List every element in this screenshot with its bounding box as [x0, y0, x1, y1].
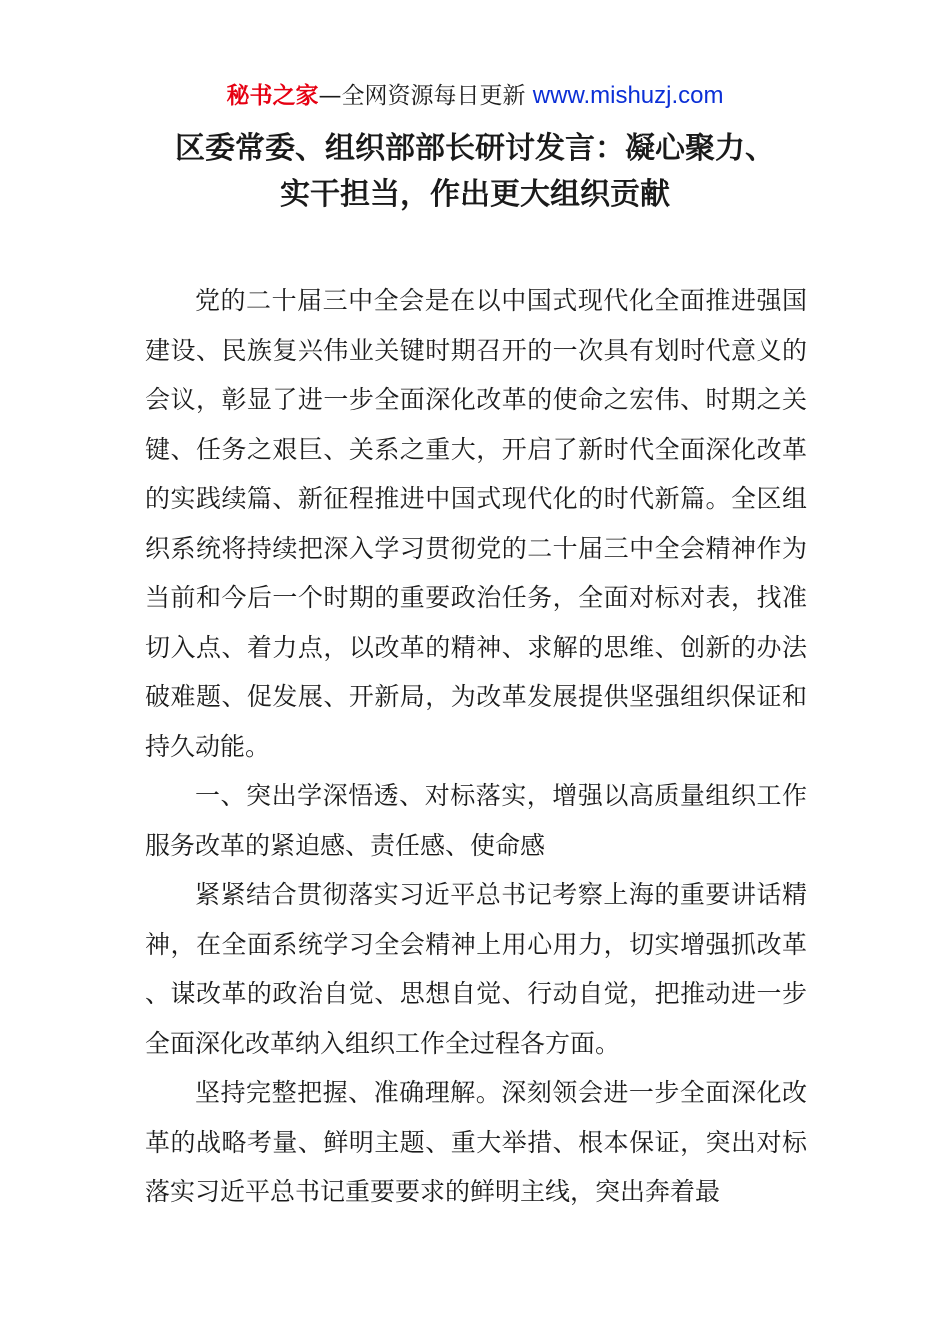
paragraph-intro: 党的二十届三中全会是在以中国式现代化全面推进强国建设、民族复兴伟业关键时期召开的一次具有划时代意义的会议，彰显了进一步全面深化改革的使命之宏伟、时期之关键、任务之艰巨、关系之重大，开启了新时代全面深化改革的实践续篇、新征程推进中国式现代化的时代新篇。全区组织系统将持续把深入学习贯彻党的二十届三中全会精神作为当前和今后一个时期的重要政治任务，全面对标对表，找准切入点、着力点，以改革的精神、求解的思维、创新的办法破难题、促发展、开新局，为改革发展提供坚强组织保证和持久动能。 — [145, 286, 807, 761]
brand-name: 秘书之家 — [226, 83, 319, 109]
paragraph-section-1: 紧紧结合贯彻落实习近平总书记考察上海的重要讲话精神，在全面系统学习全会精神上用心用力，切实增强抓改革、谋改革的政治自觉、思想自觉、行动自觉，把推动进一步全面深化改革纳入组织工作全过程各方面。 — [145, 880, 807, 1058]
title-line-2: 实干担当，作出更大组织贡献 — [280, 177, 670, 212]
site-header — [0, 80, 950, 112]
paragraph-section-1-point-1: 坚持完整把握、准确理解。深刻领会进一步全面深化改革的战略考量、鲜明主题、重大举措、根本保证，突出对标落实习近平总书记重要要求的鲜明主线，突出奔着最 — [145, 1078, 807, 1206]
header-tagline: —全网资源每日更新 — [318, 83, 533, 109]
site-url-link[interactable]: www.mishuzj.com — [532, 82, 724, 109]
section-heading-1: 一、突出学深悟透、对标落实，增强以高质量组织工作服务改革的紧迫感、责任感、使命感 — [145, 781, 807, 860]
document-title — [0, 126, 950, 218]
title-line-1: 区委常委、组织部部长研讨发言：凝心聚力、 — [175, 131, 775, 166]
document-body — [145, 276, 807, 1217]
